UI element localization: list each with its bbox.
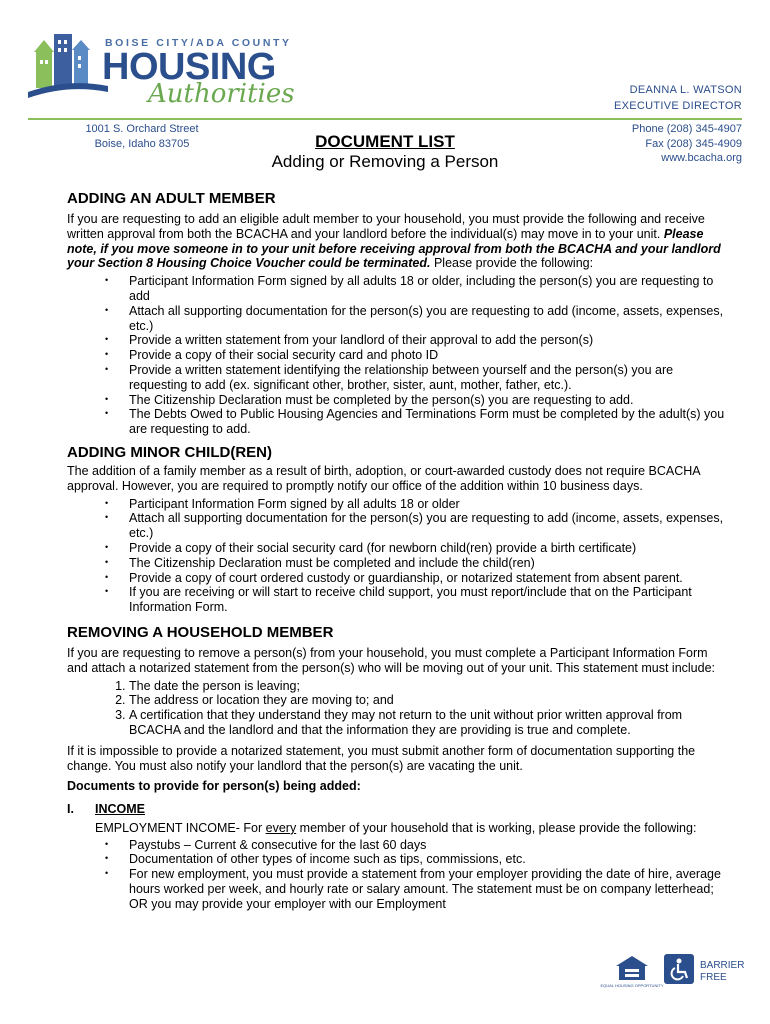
wheelchair-accessible-icon [664,954,694,984]
equal-housing-opportunity-icon [600,954,664,990]
adult-intro-tail: Please provide the following: [430,256,594,271]
minor-requirements-list [67,497,727,615]
minor-section-heading: ADDING MINOR CHILD(REN) [67,443,272,461]
eho-text: EQUAL HOUSING OPPORTUNITY [600,983,664,988]
remove-note: If it is impossible to provide a notarized statement, you must submit another form of documentation supporting the change. You must also notify your landlord that the person(s) are vacating the unit. [67,743,696,773]
list-item: • For new employment, you must provide a statement from your employer providing the date of hire, average hours worked per week, and hourly rate or salary amount. The statement must be on company letterhead; OR you may provide your employer with our Employment [129,867,727,911]
executive-director-block [614,82,742,114]
list-item: • Attach all supporting documentation for the person(s) you are requesting to add (income, assets, expenses, etc.) [129,511,727,541]
website-link[interactable]: www.bcacha.org [661,152,742,164]
list-item: • Participant Information Form signed by all adults 18 or older, including the person(s) you are requesting to add [129,274,727,304]
documents-heading: Documents to provide for person(s) being added: [67,779,361,794]
list-item: • The Citizenship Declaration must be completed and include the child(ren) [129,556,727,571]
list-item: • The Debts Owed to Public Housing Agencies and Terminations Form must be completed by the adult(s) you are requesting to add. [129,407,727,437]
adult-requirements-list [67,274,727,437]
list-item: • Provide a written statement identifying the relationship between yourself and the person(s) you are requesting to add (ex. significant other, brother, sister, aunt, mother, father, etc.). [129,363,727,393]
document-subtitle: Adding or Removing a Person [271,152,499,171]
brand-authorities-text: Authorities [148,79,295,109]
income-title: INCOME [95,802,145,817]
brand-housing-text: HOUSING [102,46,276,88]
address-line-2: Boise, Idaho 83705 [94,138,190,150]
remove-statement-list [67,679,727,738]
barrier-free-text [700,960,744,984]
employment-intro-tail: member of your household that is working, please provide the following: [296,820,697,835]
list-item: 2. The address or location they are moving to; and [129,693,727,708]
address-line-1: 1001 S. Orchard Street [85,123,199,135]
adult-intro [67,212,727,271]
list-item: • Provide a copy of their social security card and photo ID [129,348,727,363]
brand-top-text: BOISE CITY/ADA COUNTY [105,37,292,49]
income-section-header [67,802,727,817]
barrier-line-2: FREE [700,972,727,983]
employment-intro-text: EMPLOYMENT INCOME- For [95,820,266,835]
list-item: • The Citizenship Declaration must be completed by the person(s) you are requesting to add. [129,393,727,408]
document-title: DOCUMENT LIST [315,132,455,151]
adult-section-heading: ADDING AN ADULT MEMBER [67,190,276,207]
phone-number: Phone (208) 345-4907 [631,123,742,135]
housing-authority-logo-icon [28,26,108,98]
list-item: • Provide a written statement from your landlord of their approval to add the person(s) [129,333,727,348]
list-item: • Provide a copy of their social security card (for newborn child(ren) provide a birth certificate) [129,541,727,556]
header-divider [28,118,742,120]
adult-intro-warning: Please note, if you move someone in to your unit before receiving approval from both the BCACHA and your landlord your Section 8 Housing Choice Voucher could be terminated. [67,226,721,271]
remove-intro: If you are requesting to remove a person(s) from your household, you must complete a Participant Information Form and attach a notarized statement from the person(s) who will be moving out of your unit. This statement must include: [67,645,716,675]
barrier-line-1: BARRIER [700,960,745,971]
minor-intro: The addition of a family member as a result of birth, adoption, or court-awarded custody does not require BCACHA approval. However, you are required to promptly notify our office of the addition within 10 business days. [67,463,700,493]
list-item: • Participant Information Form signed by all adults 18 or older [129,497,727,512]
employment-income-list [67,838,727,912]
list-item: • Attach all supporting documentation for the person(s) you are requesting to add (income, assets, expenses, etc.) [129,304,727,334]
income-numeral: I. [67,802,74,817]
adult-intro-text: If you are requesting to add an eligible adult member to your household, you must provide the following and receive written approval from both the BCACHA and your landlord before the individual(s) may move in to your unit. [67,212,705,241]
list-item: • Provide a copy of court ordered custody or guardianship, or notarized statement from absent parent. [129,571,727,586]
list-item: • Documentation of other types of income such as tips, commissions, etc. [129,852,727,867]
remove-section-heading: REMOVING A HOUSEHOLD MEMBER [67,623,334,641]
list-item: • If you are receiving or will start to receive child support, you must report/include that on the Participant Information Form. [129,585,727,615]
executive-title: EXECUTIVE DIRECTOR [613,100,742,112]
list-item: 3. A certification that they understand they may not return to the unit without prior written approval from BCACHA and the landlord and that the information they are providing is true and complete. [129,708,727,738]
employment-income-intro [67,821,727,836]
employment-intro-emphasis: every [265,820,297,835]
executive-name: DEANNA L. WATSON [629,84,742,96]
list-item: • Paystubs – Current & consecutive for the last 60 days [129,838,727,853]
list-item: 1. The date the person is leaving; [129,679,727,694]
fax-number: Fax (208) 345-4909 [645,137,742,150]
document-body [67,189,727,912]
